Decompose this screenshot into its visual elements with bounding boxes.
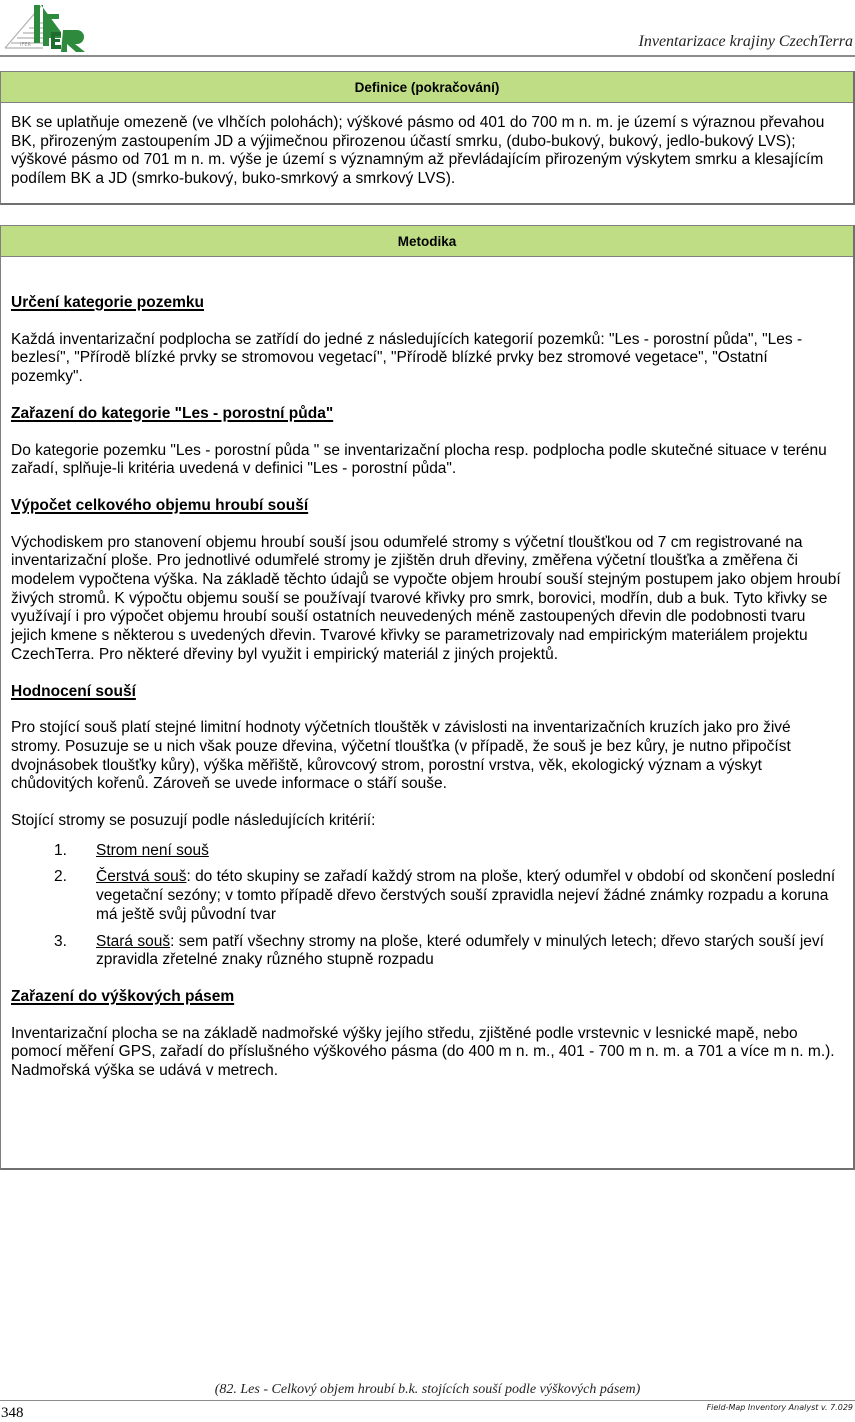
svg-text:IFER: IFER (20, 42, 31, 48)
definition-box-title: Definice (pokračování) (1, 72, 853, 103)
document-title: Inventarizace krajiny CzechTerra (638, 33, 853, 50)
list-item-number: 2. (54, 868, 67, 886)
footer-divider (0, 1400, 855, 1401)
section-heading-snag-assessment: Hodnocení souší (11, 682, 136, 700)
section-heading-forest-category: Zařazení do kategorie "Les - porostní půda" (11, 404, 334, 422)
list-item-term: Strom není souš (96, 841, 209, 859)
list-item (11, 933, 843, 970)
list-item-text: : sem patří všechny stromy na ploše, které odumřely v minulých letech; dřevo starých souší jeví zpravidla zřetelné znaky různého stupně rozpadu (96, 932, 824, 969)
section-heading-altitude-zones: Zařazení do výškových pásem (11, 987, 235, 1005)
list-item-term: Stará souš (96, 932, 171, 950)
methodology-box (0, 225, 855, 1170)
figure-caption: (82. Les - Celkový objem hroubí b.k. stojících souší podle výškových pásem) (214, 1382, 641, 1397)
methodology-box-title: Metodika (1, 226, 853, 257)
section-paragraph: Stojící stromy se posuzují podle následujících kritérií: (11, 812, 376, 830)
app-version: Field-Map Inventory Analyst v. 7.029 (706, 1403, 853, 1412)
list-item (11, 868, 843, 924)
definition-box (0, 71, 855, 205)
section-heading-land-category: Určení kategorie pozemku (11, 294, 204, 311)
section-paragraph: Inventarizační plocha se na základě nadmořské výšky jejího středu, zjištěné podle vrstevnic v lesnické mapě, nebo pomocí měření GPS, zařadí do příslušného výškového pásma (do 400 m n. m., 401 - 700 m n. m. a 701 a více m n. m.). Nadmořská výška se udává v metrech. (11, 1024, 835, 1080)
criteria-list (11, 842, 843, 970)
list-item-term: Čerstvá souš (96, 868, 187, 886)
list-item-number: 3. (54, 932, 67, 950)
list-item-text: : do této skupiny se zařadí každý strom na ploše, který odumřel v období od skončení poslední vegetační sezóny; v tomto případě dřevo čerstvých souší zpravidla nejeví žádné známky rozpadu a koruna má ještě svůj původní tvar (96, 868, 836, 923)
section-paragraph: Východiskem pro stanovení objemu hroubí souší jsou odumřelé stromy s výčetní tloušťkou od 7 cm registrované na inventarizační ploše. Pro jednotlivé odumřelé stromy je zjištěn druh dřeviny, změřena výčetní tloušťka a změřena či modelem vypočtena výška. Na základě těchto údajů se vypočte objem hroubí souší stejným postupem jako objem hroubí živých stromů. K výpočtu objemu souší se používají tvarové křivky pro smrk, borovici, modřín, dub a buk. Tyto křivky se využívají i pro výpočet objemu hroubí souší ostatních neuvedených méně zastoupených dřevin dle podobnosti tvaru jejich kmene s některou s uvedených dřevin. Tvarové křivky se parametrizovaly nad empirickým materiálem projektu CzechTerra. Pro některé dřeviny byl využit i empirický materiál z jiných projektů. (11, 533, 841, 663)
page-header (0, 0, 855, 57)
header-divider (0, 55, 855, 57)
definition-text: BK se uplatňuje omezeně (ve vlhčích polohách); výškové pásmo od 401 do 700 m n. m. je území s výraznou převahou BK, přirozeným zastoupením JD a výjimečnou přirozenou účastí smrku, (dubo-bukový, bukový, jedlo-bukový LVS); výškové pásmo od 701 m n. m. výše je území s významným až převládajícím přirozeným výskytem smrku a klesajícím podílem BK a JD (smrko-bukový, buko-smrkový a smrkový LVS). (11, 114, 825, 188)
list-item-number: 1. (54, 841, 67, 859)
list-item (11, 842, 843, 861)
section-heading-volume-calculation: Výpočet celkového objemu hroubí souší (11, 496, 309, 514)
ifer-logo-icon (3, 2, 95, 52)
page-number: 348 (1, 1405, 24, 1421)
section-paragraph: Každá inventarizační podplocha se zatřídí do jedné z následujících kategorií pozemků: "Les - porostní půda", "Les - bezlesí", "Přírodě blízké prvky se stromovou vegetací", "Přírodě blízké prvky bez stromové vegetace", "Ostatní pozemky". (11, 330, 803, 386)
section-paragraph: Do kategorie pozemku "Les - porostní půda " se inventarizační plocha resp. podplocha podle skutečné situace v terénu zařadí, splňuje-li kritéria uvedená v definici "Les - porostní půda". (11, 441, 827, 478)
section-paragraph: Pro stojící souš platí stejné limitní hodnoty výčetních tlouštěk v závislosti na inventarizačních kruzích jako pro živé stromy. Posuzuje se u nich však pouze dřevina, výčetní tloušťka (v případě, že souš je bez kůry, je nutno připočíst dvojnásobek tloušťky kůry), výška měřiště, kůrovcový strom, porostní vrstva, věk, ekologický význam a výskyt chůdovitých kořenů. Zároveň se uvede informace o stáří souše. (11, 719, 791, 793)
